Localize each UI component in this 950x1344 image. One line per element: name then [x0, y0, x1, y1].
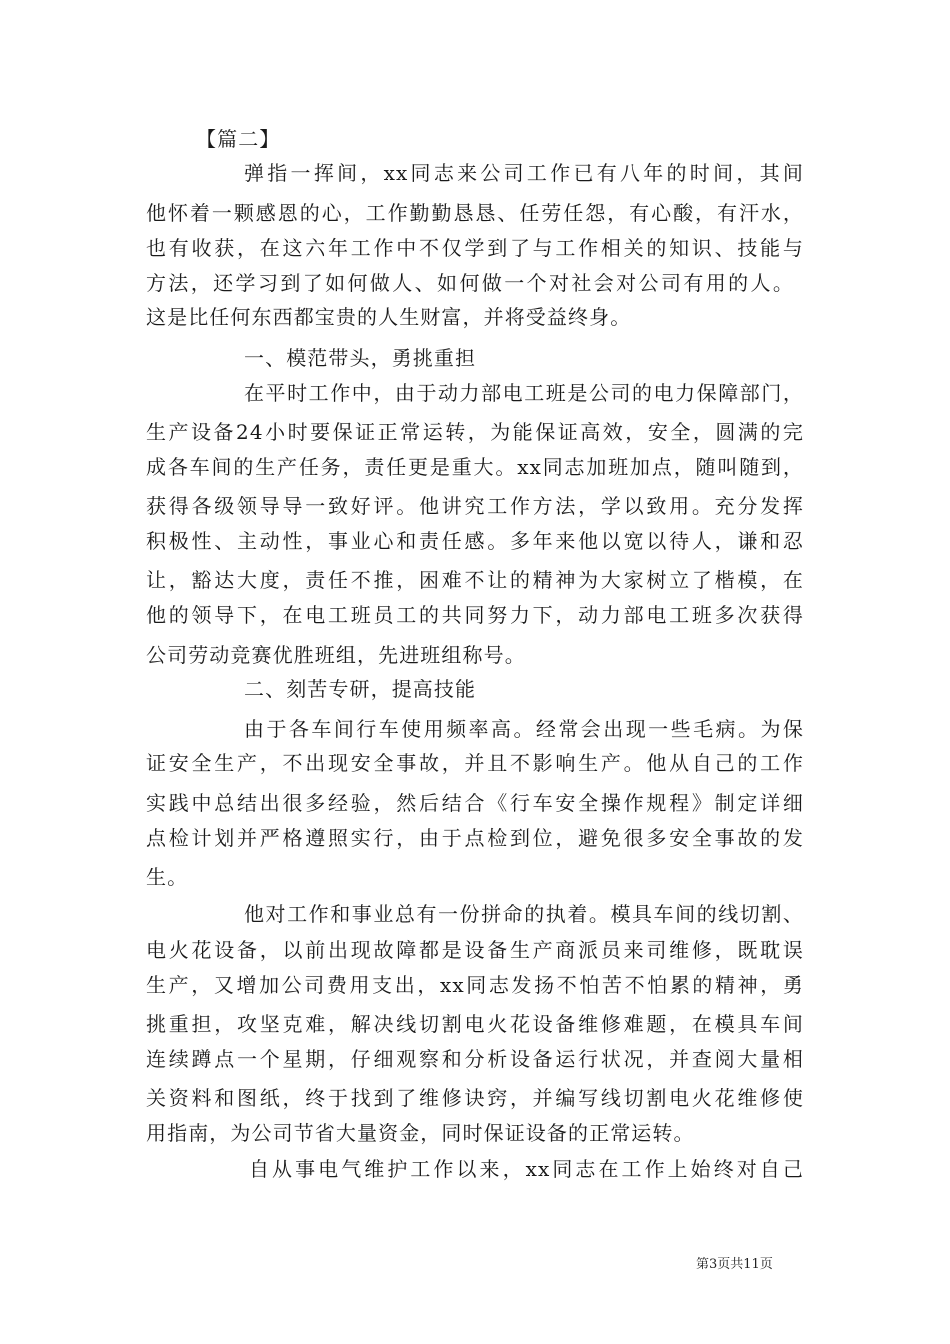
- paragraph-line: 挑重担，攻坚克难，解决线切割电火花设备维修难题，在模具车间: [146, 1012, 804, 1036]
- paragraph-line: 由于各车间行车使用频率高。经常会出现一些毛病。为保: [244, 717, 804, 741]
- section-title: 【篇二】: [196, 127, 281, 151]
- paragraph-line: 用指南，为公司节省大量资金，同时保证设备的正常运转。: [146, 1121, 695, 1145]
- paragraph-line: 弹指一挥间，xx同志来公司工作已有八年的时间，其间: [244, 161, 804, 185]
- paragraph-line: 他怀着一颗感恩的心，工作勤勤恳恳、任劳任怨，有心酸，有汗水，: [146, 201, 804, 225]
- paragraph-line: 实践中总结出很多经验，然后结合《行车安全操作规程》制定详细: [146, 791, 804, 815]
- paragraph-line: 连续蹲点一个星期，仔细观察和分析设备运行状况，并查阅大量相: [146, 1047, 804, 1071]
- paragraph-line: 他的领导下，在电工班员工的共同努力下，动力部电工班多次获得: [146, 603, 804, 627]
- paragraph-line: 自从事电气维护工作以来，xx同志在工作上始终对自己: [249, 1157, 804, 1181]
- paragraph-line: 生。: [146, 865, 189, 889]
- paragraph-line: 这是比任何东西都宝贵的人生财富，并将受益终身。: [146, 305, 632, 329]
- section-heading: 二、刻苦专研，提高技能: [244, 677, 477, 701]
- paragraph-line: 公司劳动竞赛优胜班组，先进班组称号。: [146, 643, 526, 667]
- paragraph-line: 他对工作和事业总有一份拼命的执着。模具车间的线切割、: [244, 902, 804, 926]
- paragraph-line: 在平时工作中，由于动力部电工班是公司的电力保障部门，: [244, 381, 804, 405]
- paragraph-line: 方法，还学习到了如何做人、如何做一个对社会对公司有用的人。: [146, 271, 794, 295]
- paragraph-line: 关资料和图纸，终于找到了维修诀窍，并编写线切割电火花维修使: [146, 1086, 804, 1110]
- page-number: 第3页共11页: [696, 1257, 773, 1272]
- paragraph-line: 让，豁达大度，责任不推，困难不让的精神为大家树立了楷模，在: [146, 568, 804, 592]
- paragraph-line: 也有收获，在这六年工作中不仅学到了与工作相关的知识、技能与: [146, 236, 804, 260]
- paragraph-line: 获得各级领导导一致好评。他讲究工作方法，学以致用。充分发挥: [146, 494, 804, 518]
- paragraph-line: 生产，又增加公司费用支出，xx同志发扬不怕苦不怕累的精神，勇: [146, 973, 804, 997]
- paragraph-line: 积极性、主动性，事业心和责任感。多年来他以宽以待人，谦和忍: [146, 529, 804, 553]
- section-heading: 一、模范带头，勇挑重担: [244, 346, 477, 370]
- paragraph-line: 证安全生产，不出现安全事故，并且不影响生产。他从自己的工作: [146, 751, 804, 775]
- paragraph-line: 成各车间的生产任务，责任更是重大。xx同志加班加点，随叫随到，: [146, 455, 804, 479]
- paragraph-line: 生产设备24小时要保证正常运转，为能保证高效，安全，圆满的完: [146, 420, 804, 444]
- paragraph-line: 点检计划并严格遵照实行，由于点检到位，避免很多安全事故的发: [146, 826, 804, 850]
- paragraph-line: 电火花设备，以前出现故障都是设备生产商派员来司维修，既耽误: [146, 938, 804, 962]
